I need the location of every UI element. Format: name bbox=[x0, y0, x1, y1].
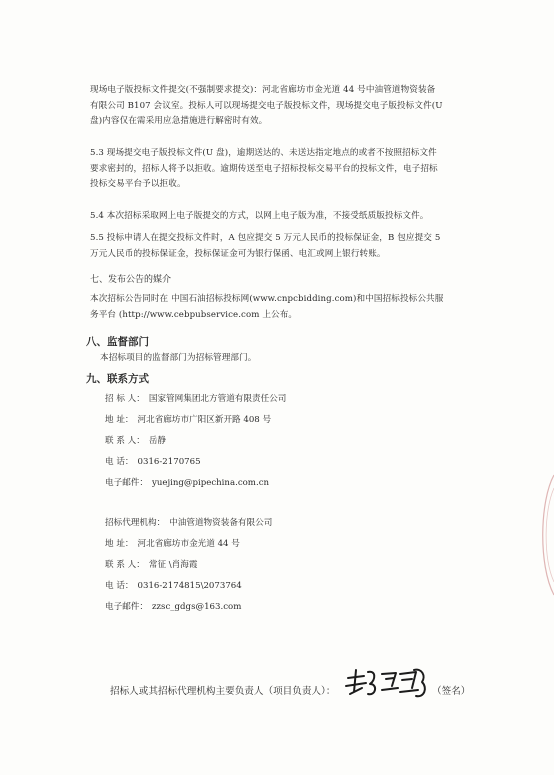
field-label: 招 标 人： bbox=[105, 394, 145, 404]
paragraph-line: 5.4 本次招标采取网上电子版提交的方式，以网上电子版为准，不接受纸质版投标文件。 bbox=[90, 211, 429, 221]
paragraph-line: 现场电子版投标文件提交(不强制要求提交)：河北省廊坊市金光道 44 号中油管道物资装备 bbox=[90, 85, 436, 95]
seal-stamp-edge-icon bbox=[534, 470, 554, 600]
paragraph-line: 盘)内容仅在需采用应急措施进行解密时有效。 bbox=[90, 116, 268, 126]
field-value: zzsc_gdgs@163.com bbox=[151, 602, 242, 612]
field-value: 0316-2174815\2073764 bbox=[137, 581, 242, 591]
field-label: 电子邮件： bbox=[105, 478, 148, 488]
paragraph-line: 5.3 现场提交电子版投标文件(U 盘)，逾期送达的、未送达指定地点的或者不按照招标文件 bbox=[90, 148, 437, 158]
field-value: 河北省廊坊市金光道 44 号 bbox=[137, 539, 240, 549]
field-label: 电 话： bbox=[105, 457, 134, 467]
tenderer-address-row bbox=[105, 413, 271, 425]
agency-email-row bbox=[105, 600, 241, 612]
signature-caption: 招标人或其招标代理机构主要负责人（项目负责人）： bbox=[110, 686, 336, 697]
tenderer-phone-row bbox=[105, 455, 201, 467]
section-8-text: 本招标项目的监督部门为招标管理部门。 bbox=[100, 353, 257, 363]
section-7-heading: 七、发布公告的媒介 bbox=[90, 275, 172, 285]
paragraph-5-5 bbox=[90, 231, 470, 262]
field-value: 0316-2170765 bbox=[137, 457, 201, 467]
tenderer-name-row bbox=[105, 392, 286, 404]
paragraph-line: 本次招标公告同时在 中国石油招标投标网(www.cnpcbidding.com)和中国招标投标公共服 bbox=[90, 294, 444, 304]
paragraph-line: 万元人民币的投标保证金，投标保证金可为银行保函、电汇或网上银行转账。 bbox=[90, 248, 386, 259]
section-9-heading: 九、联系方式 bbox=[86, 373, 149, 385]
field-label: 地 址： bbox=[105, 415, 134, 425]
paragraph-line: 有限公司 B107 会议室。投标人可以现场提交电子版投标文件，现场提交电子版投标文件(U bbox=[90, 100, 443, 111]
agency-phone-row bbox=[105, 579, 242, 591]
field-label: 联 系 人： bbox=[105, 560, 145, 570]
field-label: 电子邮件： bbox=[105, 602, 148, 612]
section-8-heading: 八、监督部门 bbox=[86, 336, 149, 348]
field-value: 河北省廊坊市广阳区新开路 408 号 bbox=[137, 415, 272, 425]
signature-suffix: （签名） bbox=[432, 686, 471, 697]
paragraph-5-4 bbox=[90, 209, 470, 225]
paragraph-line: 要求密封的，招标人将予以拒收。逾期传送至电子招标投标交易平台的投标文件，电子招标 bbox=[90, 163, 438, 174]
field-value: 岳静 bbox=[148, 436, 167, 446]
agency-contact-row bbox=[105, 558, 197, 570]
field-value: 常征 \肖海霞 bbox=[148, 560, 198, 570]
field-label: 地 址： bbox=[105, 539, 134, 549]
field-label: 联 系 人： bbox=[105, 436, 145, 446]
field-value: yuejing@pipechina.com.cn bbox=[151, 478, 270, 488]
paragraph-line: 务平台 (http://www.cebpubservice.com 上公布。 bbox=[90, 309, 298, 320]
paragraph-5-3 bbox=[90, 146, 470, 193]
field-label: 电 话： bbox=[105, 581, 134, 591]
tenderer-email-row bbox=[105, 476, 269, 488]
field-label: 招标代理机构： bbox=[105, 518, 166, 528]
paragraph-line: 5.5 投标申请人在提交投标文件时，A 包应提交 5 万元人民币的投标保证金，B 包应提交 5 bbox=[90, 233, 441, 243]
section-7-text bbox=[90, 292, 470, 323]
field-value: 中油管道物资装备有限公司 bbox=[169, 518, 273, 528]
agency-address-row bbox=[105, 537, 240, 549]
paragraph-line: 投标交易平台予以拒收。 bbox=[90, 179, 186, 189]
handwritten-signature bbox=[342, 666, 432, 702]
paragraph-onsite-submission bbox=[90, 83, 470, 130]
field-value: 国家管网集团北方管道有限责任公司 bbox=[148, 394, 287, 404]
agency-name-row bbox=[105, 516, 272, 528]
tenderer-contact-row bbox=[105, 434, 166, 446]
